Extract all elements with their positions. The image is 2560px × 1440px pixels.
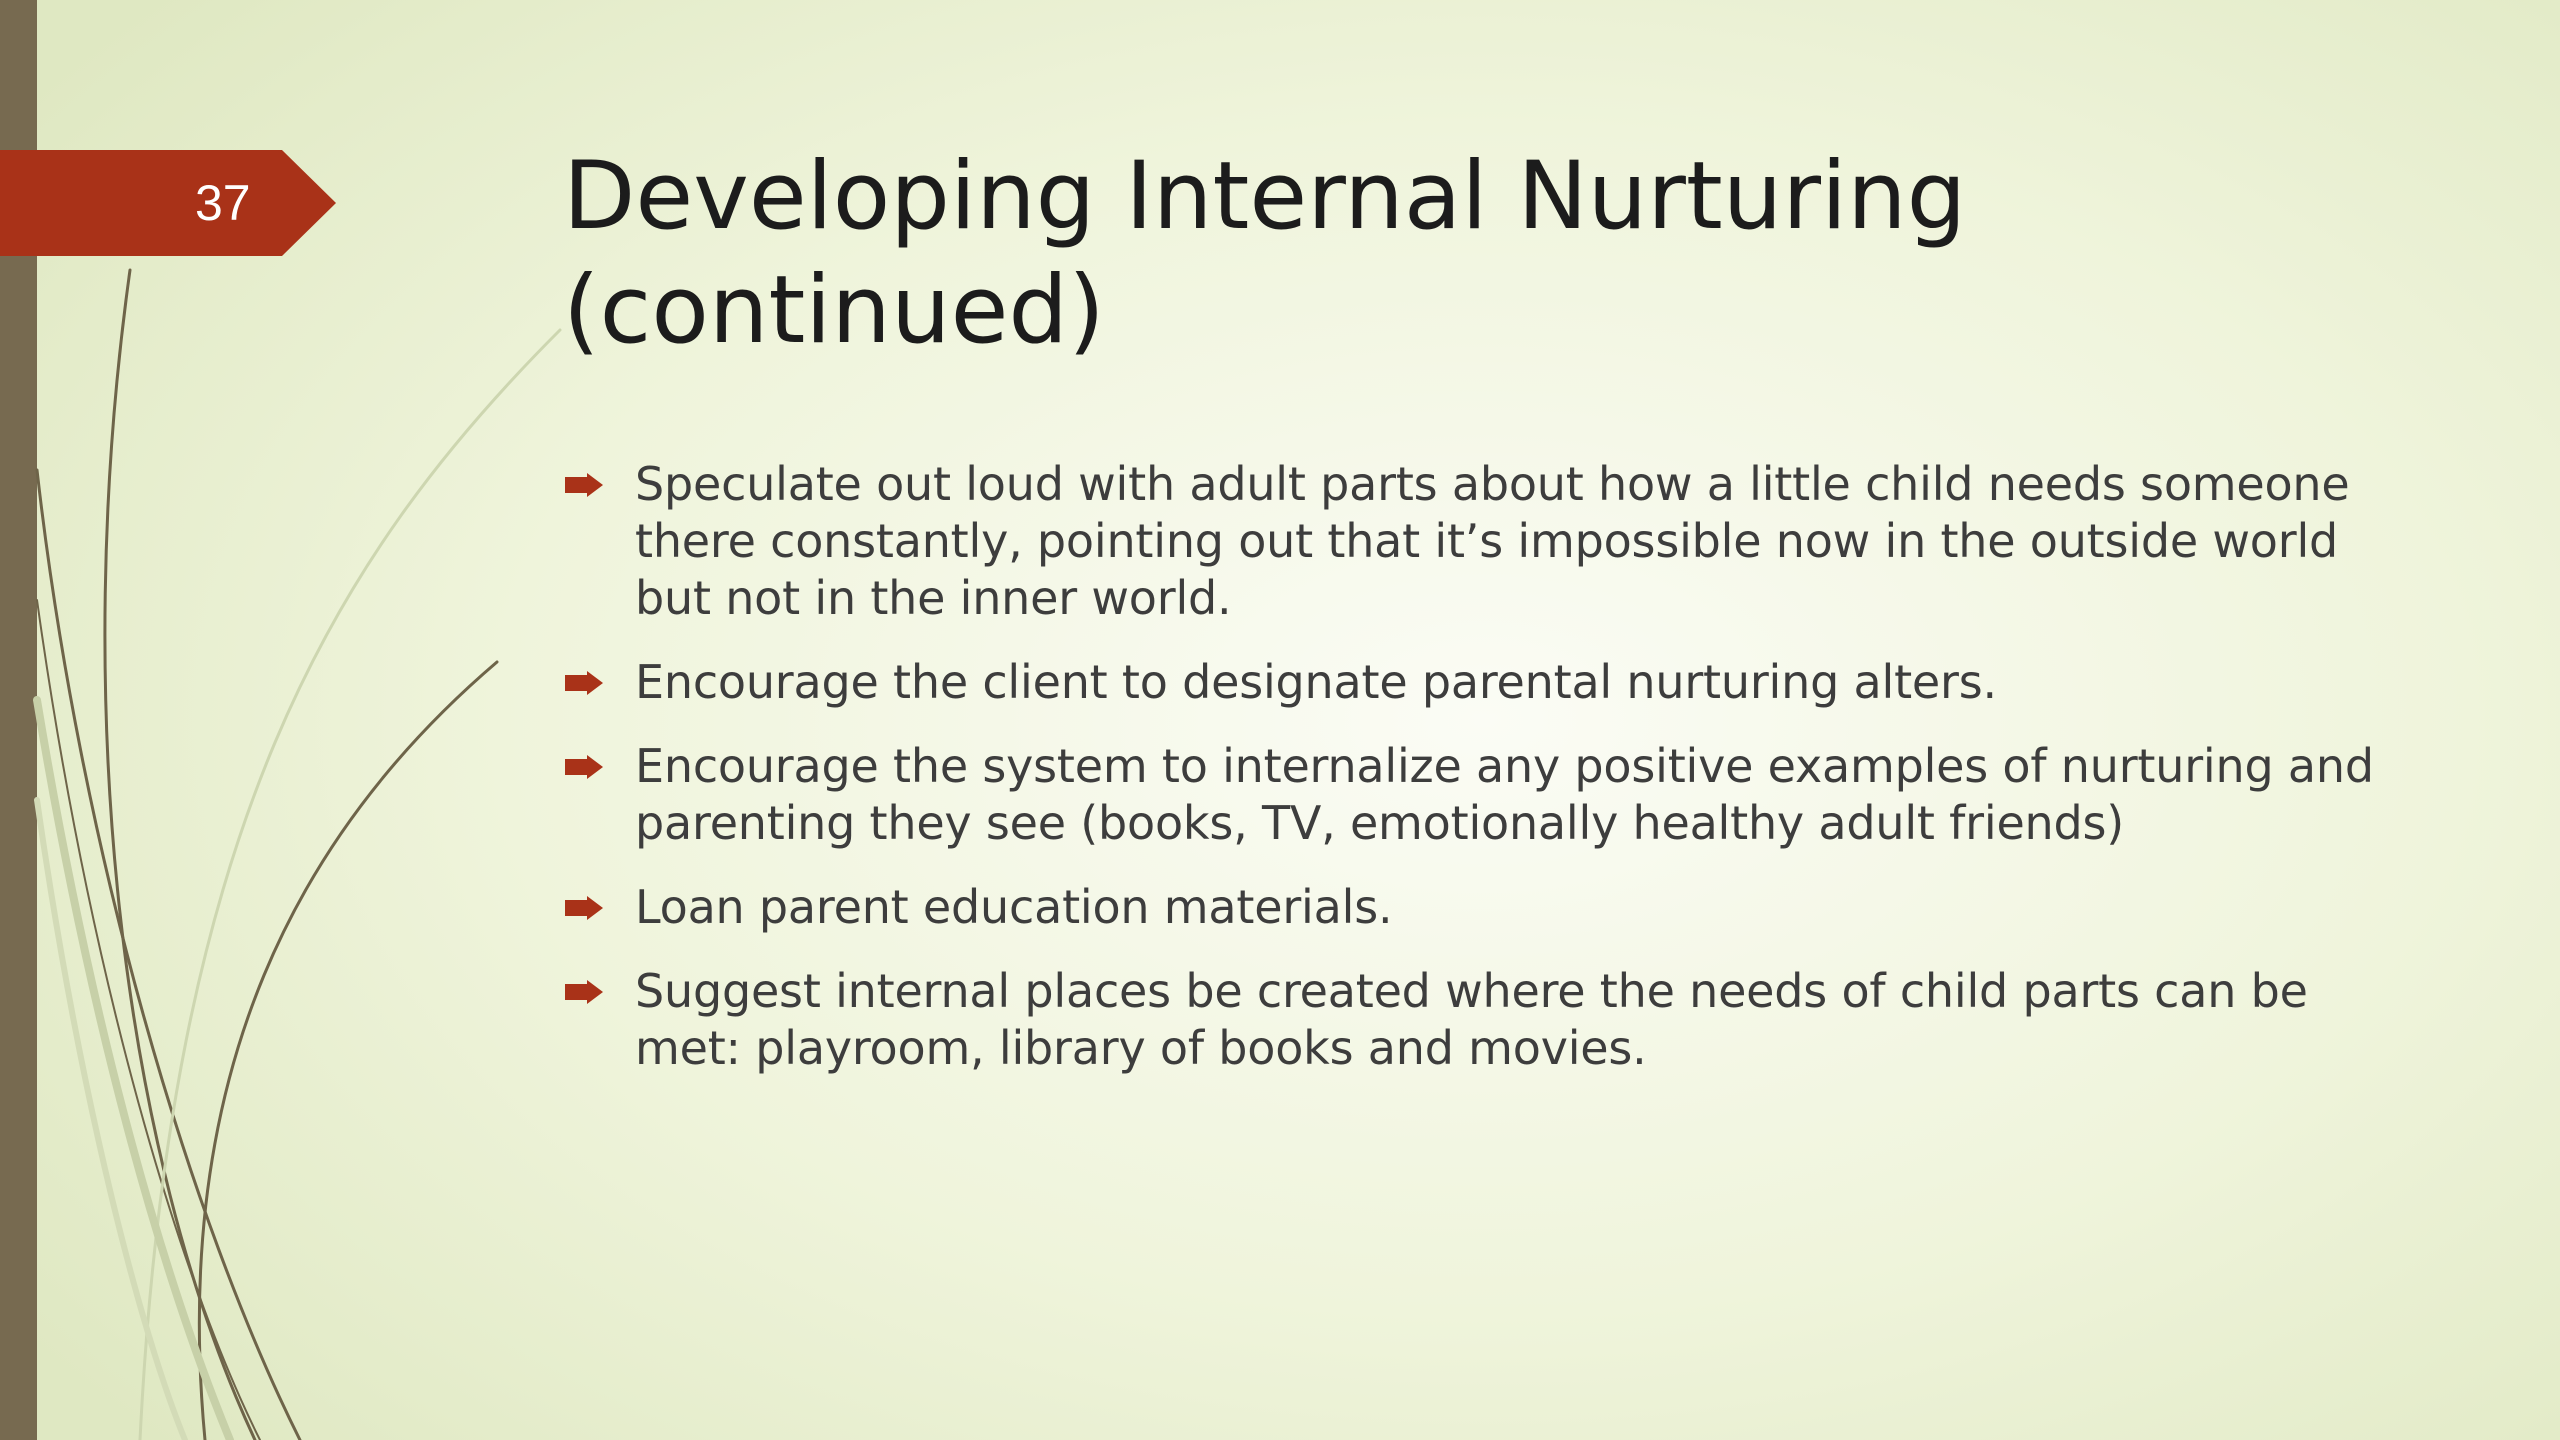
list-item [563,963,2403,1077]
decor-curve-6 [37,700,230,1440]
slide-title: Developing Internal Nurturing (continued) [563,142,1967,365]
arrow-bullet-icon [565,755,603,779]
arrow-bullet-icon [565,896,603,920]
bullet-list [563,456,2403,1104]
bullet-text: Speculate out loud with adult parts about how a little child needs someone there constantly, pointing out that it’s impossible now in the outside world but not in the inner world. [635,457,2350,625]
list-item [563,654,2403,711]
arrow-bullet-icon [565,671,603,695]
decor-curve-5 [140,330,560,1440]
bullet-text: Encourage the system to internalize any positive examples of nurturing and parenting they see (books, TV, emotionally healthy adult friends) [635,739,2374,850]
list-item [563,456,2403,627]
bullet-text: Encourage the client to designate parental nurturing alters. [635,655,1997,709]
arrow-bullet-icon [565,473,603,497]
slide-number: 37 [195,175,251,231]
decor-curve-2 [37,470,300,1440]
list-item [563,879,2403,936]
bullet-text: Loan parent education materials. [635,880,1393,934]
bullet-text: Suggest internal places be created where the needs of child parts can be met: playroom, library of books and movies. [635,964,2308,1075]
list-item [563,738,2403,852]
arrow-bullet-icon [565,980,603,1004]
decor-curve-4 [199,662,497,1440]
slide-number-tag [0,150,336,256]
